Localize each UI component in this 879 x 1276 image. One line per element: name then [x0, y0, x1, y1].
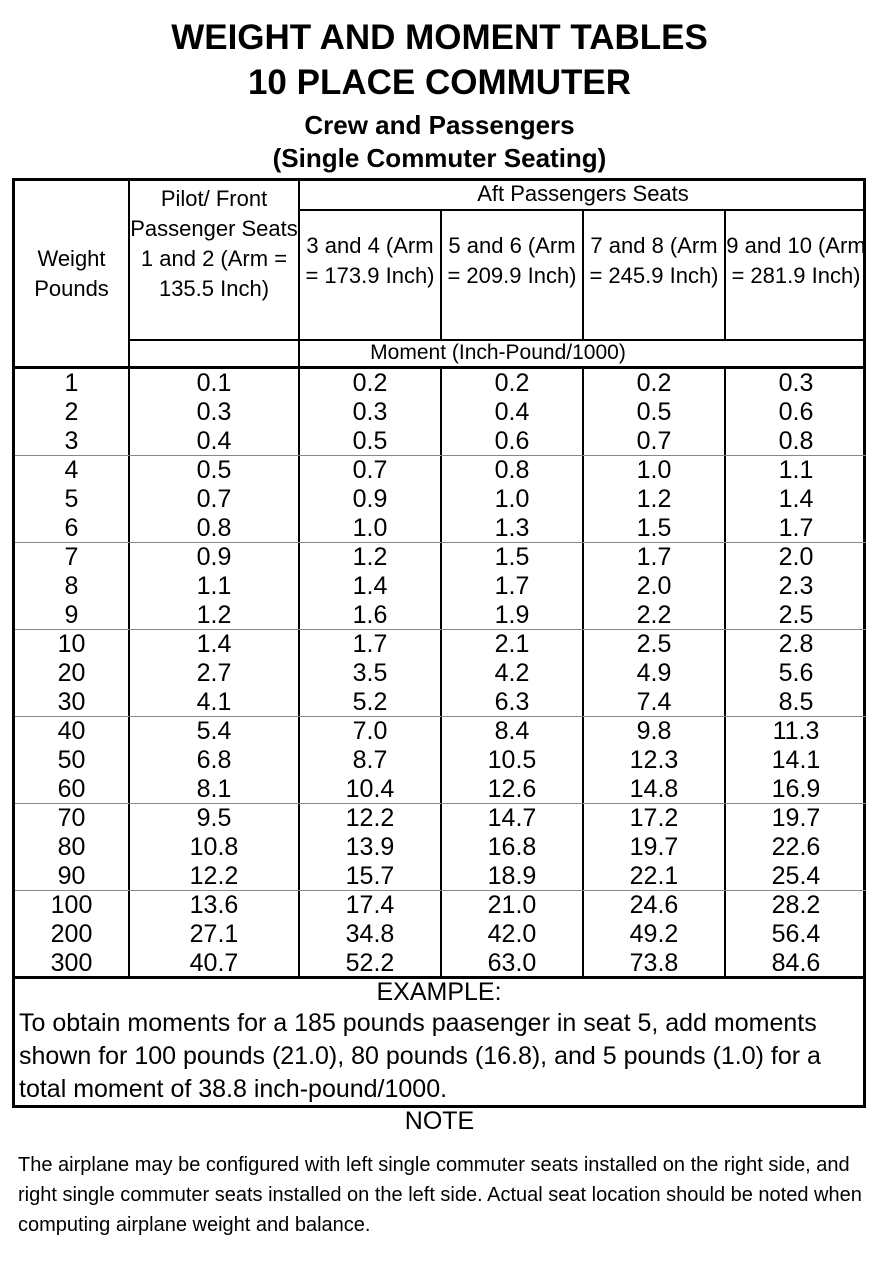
moment-cell: 0.1: [196, 369, 232, 397]
moment-cell: 0.7: [352, 456, 388, 484]
seat-9-10-header: 9 and 10 (Arm = 281.9 Inch): [726, 233, 866, 288]
moment-cell: 0.3: [196, 398, 232, 426]
moment-cell: 0.9: [196, 543, 232, 571]
moment-cell: 52.2: [345, 949, 395, 977]
moment-cell: 6.3: [494, 688, 530, 716]
note-text: The airplane may be configured with left single commuter seats installed on the right side, and right single commuter seats installed on the left side. Actual seat location should be noted when computing airplane weight and balance.: [18, 1154, 862, 1236]
moment-cell: 28.2: [771, 891, 821, 919]
seat-5-6-header: 5 and 6 (Arm = 209.9 Inch): [447, 233, 577, 288]
moment-cell: 10.8: [189, 833, 239, 861]
weight-cell: 30: [57, 688, 86, 716]
moment-cell: 0.2: [494, 369, 530, 397]
moment-cell: 13.9: [345, 833, 395, 861]
moment-cell: 49.2: [629, 920, 679, 948]
moment-cell: 1.9: [494, 601, 530, 629]
moment-cell: 14.8: [629, 775, 679, 803]
weight-cell: 200: [50, 920, 93, 948]
moment-cell: 1.7: [494, 572, 530, 600]
moment-cell: 1.3: [494, 514, 530, 542]
moment-cell: 0.6: [778, 398, 814, 426]
moment-cell: 1.1: [196, 572, 232, 600]
moment-cell: 0.7: [196, 485, 232, 513]
weight-header: Weight Pounds: [34, 246, 109, 301]
moment-cell: 10.5: [487, 746, 537, 774]
moment-cell: 1.4: [196, 630, 232, 658]
moment-cell: 5.4: [196, 717, 232, 745]
moment-cell: 1.2: [196, 601, 232, 629]
moment-cell: 0.5: [196, 456, 232, 484]
moment-cell: 42.0: [487, 920, 537, 948]
moment-cell: 4.9: [636, 659, 672, 687]
moment-cell: 73.8: [629, 949, 679, 977]
moment-cell: 16.8: [487, 833, 537, 861]
moment-cell: 0.8: [196, 514, 232, 542]
moment-cell: 0.8: [494, 456, 530, 484]
moment-cell: 1.0: [494, 485, 530, 513]
weight-cell: 7: [64, 543, 79, 571]
moment-cell: 2.8: [778, 630, 814, 658]
moment-units-header: Moment (Inch-Pound/1000): [370, 341, 626, 364]
example-label: EXAMPLE:: [376, 978, 502, 1006]
moment-cell: 0.5: [352, 427, 388, 455]
moment-cell: 2.7: [196, 659, 232, 687]
moment-cell: 0.8: [778, 427, 814, 455]
moment-cell: 1.5: [494, 543, 530, 571]
moment-cell: 6.8: [196, 746, 232, 774]
moment-cell: 1.6: [352, 601, 388, 629]
moment-cell: 1.7: [636, 543, 672, 571]
moment-cell: 18.9: [487, 862, 537, 890]
moment-cell: 15.7: [345, 862, 395, 890]
moment-cell: 0.5: [636, 398, 672, 426]
moment-cell: 16.9: [771, 775, 821, 803]
title-line-1: WEIGHT AND MOMENT TABLES: [171, 18, 708, 57]
moment-cell: 0.2: [352, 369, 388, 397]
moment-cell: 0.9: [352, 485, 388, 513]
moment-cell: 1.2: [352, 543, 388, 571]
moment-cell: 14.1: [771, 746, 821, 774]
moment-cell: 17.2: [629, 804, 679, 832]
subtitle-line-2: (Single Commuter Seating): [272, 143, 607, 173]
subtitle-line-1: Crew and Passengers: [304, 110, 575, 140]
moment-cell: 1.1: [778, 456, 814, 484]
moment-cell: 1.5: [636, 514, 672, 542]
moment-cell: 2.5: [636, 630, 672, 658]
moment-cell: 1.0: [352, 514, 388, 542]
weight-cell: 80: [57, 833, 86, 861]
moment-cell: 2.5: [778, 601, 814, 629]
weight-cell: 1: [64, 369, 79, 397]
seat-7-8-header: 7 and 8 (Arm = 245.9 Inch): [589, 233, 719, 288]
moment-cell: 12.2: [189, 862, 239, 890]
moment-cell: 1.2: [636, 485, 672, 513]
weight-cell: 3: [64, 427, 79, 455]
aft-seats-header: Aft Passengers Seats: [477, 181, 689, 206]
weight-cell: 100: [50, 891, 93, 919]
weight-moment-table: [12, 178, 866, 1108]
moment-cell: 8.7: [352, 746, 388, 774]
moment-cell: 0.6: [494, 427, 530, 455]
moment-cell: 21.0: [487, 891, 537, 919]
weight-cell: 2: [64, 398, 79, 426]
moment-cell: 84.6: [771, 949, 821, 977]
moment-cell: 2.2: [636, 601, 672, 629]
moment-cell: 8.1: [196, 775, 232, 803]
weight-cell: 4: [64, 456, 79, 484]
moment-cell: 1.4: [778, 485, 814, 513]
moment-cell: 3.5: [352, 659, 388, 687]
moment-cell: 56.4: [771, 920, 821, 948]
moment-cell: 0.2: [636, 369, 672, 397]
weight-cell: 8: [64, 572, 79, 600]
moment-cell: 19.7: [771, 804, 821, 832]
moment-cell: 2.3: [778, 572, 814, 600]
moment-cell: 1.4: [352, 572, 388, 600]
weight-cell: 9: [64, 601, 79, 629]
moment-cell: 2.0: [636, 572, 672, 600]
weight-cell: 6: [64, 514, 79, 542]
moment-cell: 5.6: [778, 659, 814, 687]
moment-cell: 19.7: [629, 833, 679, 861]
pilot-seat-header: Pilot/ Front Passenger Seats 1 and 2 (Arm = 135.5 Inch): [130, 186, 298, 301]
moment-cell: 12.3: [629, 746, 679, 774]
moment-cell: 9.5: [196, 804, 232, 832]
moment-cell: 5.2: [352, 688, 388, 716]
moment-cell: 8.4: [494, 717, 530, 745]
moment-cell: 40.7: [189, 949, 239, 977]
moment-cell: 25.4: [771, 862, 821, 890]
weight-cell: 60: [57, 775, 86, 803]
seat-3-4-header: 3 and 4 (Arm = 173.9 Inch): [305, 233, 435, 288]
moment-cell: 11.3: [772, 717, 820, 745]
moment-cell: 4.1: [196, 688, 232, 716]
moment-cell: 7.0: [352, 717, 388, 745]
weight-cell: 5: [64, 485, 79, 513]
moment-cell: 8.5: [778, 688, 814, 716]
example-text: To obtain moments for a 185 pounds paasenger in seat 5, add moments shown for 100 pounds (21.0), 80 pounds (16.8), and 5 pounds (1.0) for a total moment of 38.8 inch-pound/1000.: [19, 1009, 821, 1103]
moment-cell: 10.4: [345, 775, 395, 803]
moment-cell: 17.4: [345, 891, 395, 919]
weight-cell: 90: [57, 862, 86, 890]
weight-cell: 20: [57, 659, 86, 687]
moment-cell: 1.7: [352, 630, 388, 658]
moment-cell: 22.1: [629, 862, 679, 890]
weight-cell: 50: [57, 746, 86, 774]
moment-cell: 24.6: [629, 891, 679, 919]
moment-cell: 12.2: [345, 804, 395, 832]
moment-cell: 1.7: [778, 514, 814, 542]
moment-cell: 9.8: [636, 717, 672, 745]
moment-cell: 0.3: [778, 369, 814, 397]
moment-cell: 0.4: [494, 398, 530, 426]
moment-cell: 22.6: [771, 833, 821, 861]
moment-cell: 63.0: [487, 949, 537, 977]
weight-cell: 40: [57, 717, 86, 745]
moment-cell: 1.0: [636, 456, 672, 484]
title-line-2: 10 PLACE COMMUTER: [247, 63, 632, 102]
moment-cell: 14.7: [487, 804, 537, 832]
moment-cell: 12.6: [487, 775, 537, 803]
weight-cell: 70: [57, 804, 86, 832]
moment-cell: 2.0: [778, 543, 814, 571]
note-label: NOTE: [404, 1107, 475, 1135]
weight-cell: 10: [57, 630, 86, 658]
moment-cell: 7.4: [636, 688, 672, 716]
moment-cell: 34.8: [345, 920, 395, 948]
moment-cell: 13.6: [189, 891, 239, 919]
moment-cell: 2.1: [494, 630, 530, 658]
moment-cell: 0.4: [196, 427, 232, 455]
moment-cell: 0.3: [352, 398, 388, 426]
moment-cell: 0.7: [636, 427, 672, 455]
weight-cell: 300: [50, 949, 93, 977]
moment-cell: 4.2: [494, 659, 530, 687]
moment-cell: 27.1: [189, 920, 239, 948]
